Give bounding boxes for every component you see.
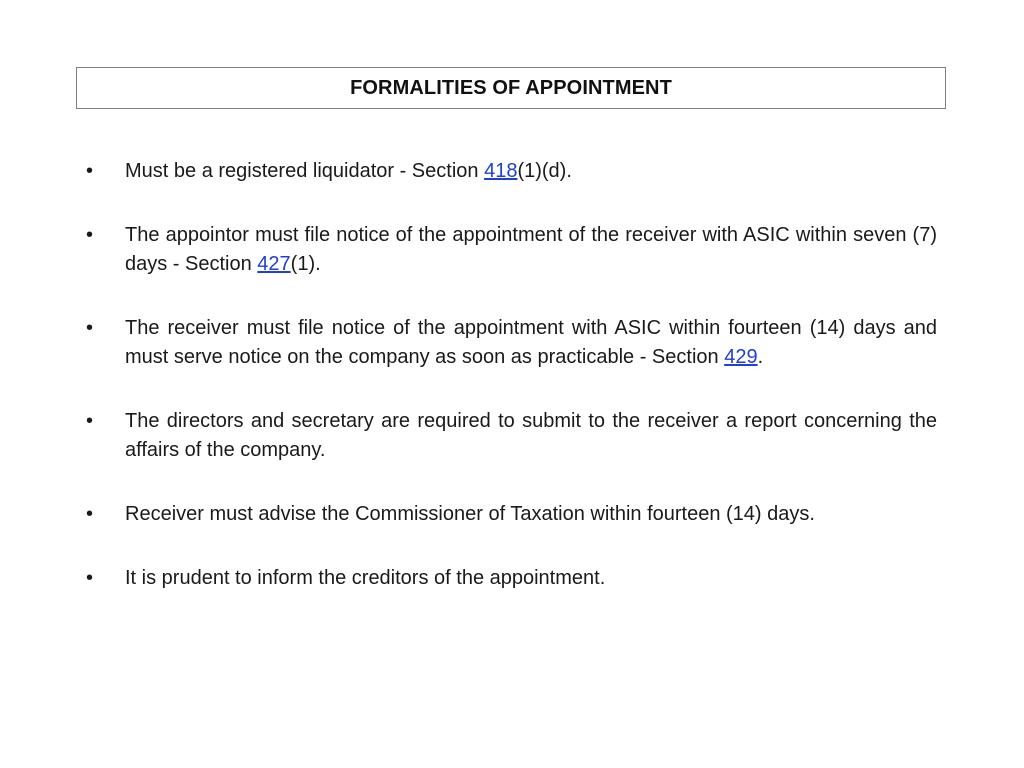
bullet-dot-icon: • [86,503,94,525]
bullet-text-suffix: (1). [290,253,321,275]
bullet-text: The appointor must file notice of the appointment of the receiver with ASIC within seven (7) days - Section [125,224,937,275]
bullet-text: It is prudent to inform the creditors of the appointment. [125,567,606,589]
slide-title: FORMALITIES OF APPOINTMENT [350,76,672,99]
bullet-dot-icon: • [86,567,94,589]
bullet-item-3 [86,314,937,372]
bullet-list [86,157,937,628]
bullet-item-6 [86,564,937,593]
title-box [76,67,946,109]
bullet-text: Receiver must advise the Commissioner of Taxation within fourteen (14) days. [125,503,815,525]
bullet-text: The receiver must file notice of the appointment with ASIC within fourteen (14) days and must serve notice on the company as soon as practicable - Section [125,317,937,368]
bullet-item-4 [86,407,937,465]
bullet-item-2 [86,221,937,279]
bullet-text: The directors and secretary are required to submit to the receiver a report concerning the affairs of the company. [125,410,937,461]
section-418-link[interactable]: 418 [484,160,518,182]
bullet-text-suffix: . [757,346,764,368]
section-429-link[interactable]: 429 [724,346,758,368]
section-427-link[interactable]: 427 [257,253,291,275]
bullet-text-suffix: (1)(d). [517,160,572,182]
bullet-dot-icon: • [86,410,94,432]
bullet-dot-icon: • [86,224,94,246]
bullet-text: Must be a registered liquidator - Section [125,160,485,182]
bullet-item-5 [86,500,937,529]
bullet-dot-icon: • [86,317,94,339]
bullet-item-1 [86,157,937,186]
bullet-dot-icon: • [86,160,94,182]
